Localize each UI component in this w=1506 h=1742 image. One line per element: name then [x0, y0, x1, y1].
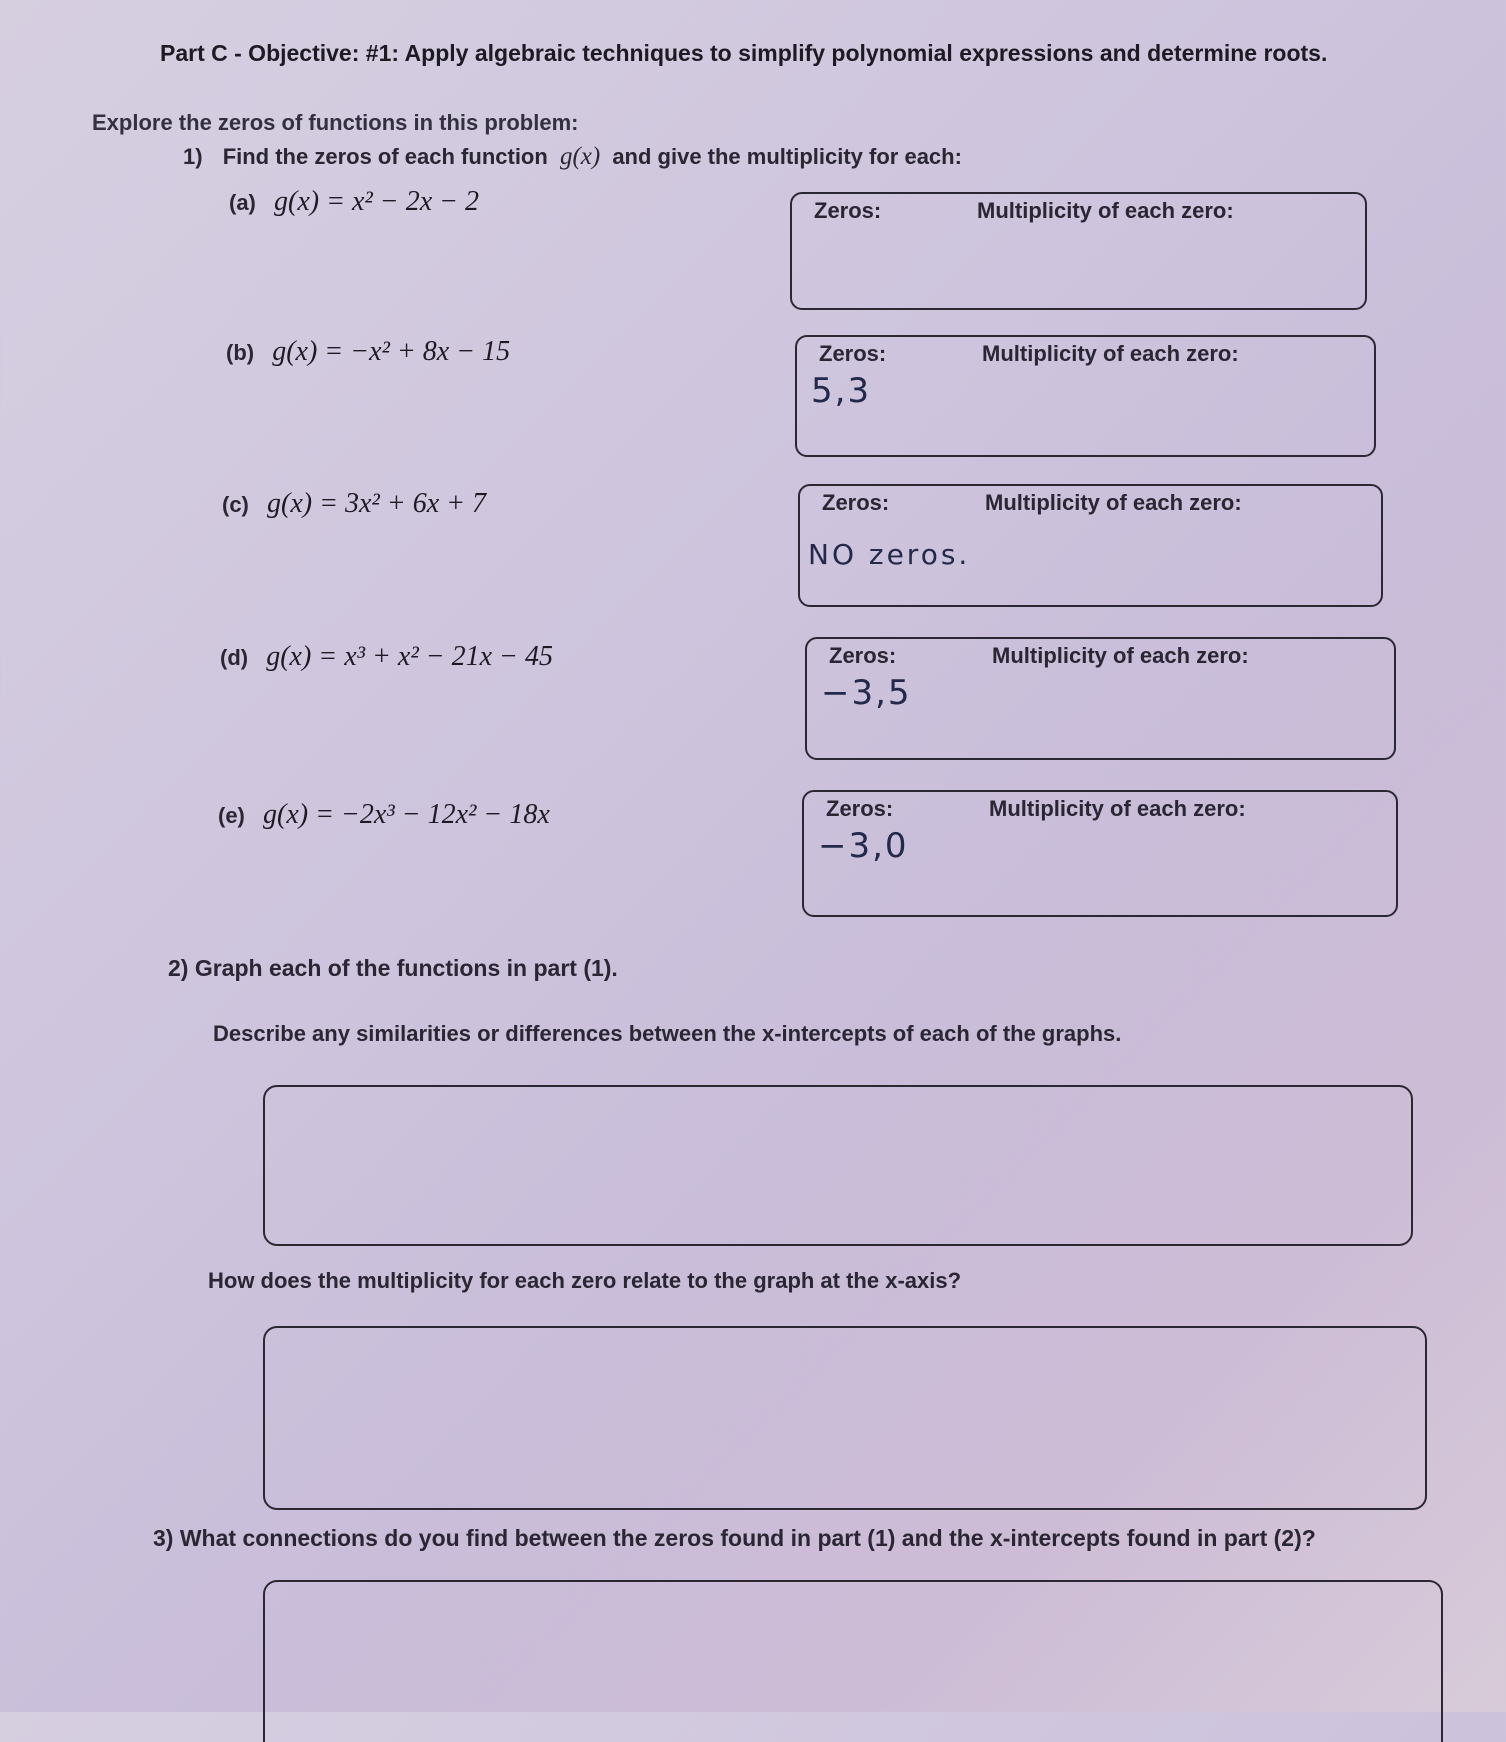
multiplicity-label: Multiplicity of each zero:: [982, 341, 1239, 366]
problem-letter: (b): [226, 340, 255, 365]
describe-answer-box[interactable]: [263, 1085, 1413, 1246]
zeros-label: Zeros:: [822, 490, 890, 515]
multiplicity-label: Multiplicity of each zero:: [985, 490, 1242, 515]
answer-box-b[interactable]: [795, 335, 1376, 457]
question-3-prompt: 3) What connections do you find between the zeros found in part (1) and the x-intercepts found in part (2)?: [153, 1525, 1316, 1551]
problem-b: [226, 336, 510, 368]
zeros-answer: −3,0: [818, 826, 909, 866]
connections-answer-box[interactable]: [263, 1580, 1443, 1742]
problem-letter: (e): [218, 803, 245, 828]
problem-equation: g(x) = x³ + x² − 21x − 45: [266, 641, 553, 672]
question-2-prompt: 2) Graph each of the functions in part (1).: [168, 955, 618, 981]
describe-prompt: Describe any similarities or differences between the x-intercepts of each of the graphs.: [213, 1021, 1122, 1046]
answer-box-d[interactable]: [805, 637, 1396, 760]
question-1-prompt: [183, 143, 962, 171]
multiplicity-answer-box[interactable]: [263, 1326, 1427, 1510]
multiplicity-prompt: How does the multiplicity for each zero relate to the graph at the x-axis?: [208, 1268, 962, 1293]
problem-equation: g(x) = x² − 2x − 2: [274, 186, 480, 217]
problem-letter: (a): [229, 190, 256, 215]
zeros-label: Zeros:: [829, 643, 897, 668]
problem-e: [218, 799, 550, 831]
zeros-label: Zeros:: [814, 198, 882, 223]
problem-equation: g(x) = −2x³ − 12x² − 18x: [263, 799, 550, 830]
problem-equation: g(x) = 3x² + 6x + 7: [267, 488, 487, 519]
answer-box-a[interactable]: [790, 192, 1367, 310]
multiplicity-label: Multiplicity of each zero:: [992, 643, 1249, 668]
zeros-answer: −3,5: [821, 673, 912, 713]
problem-c: [222, 488, 486, 520]
zeros-label: Zeros:: [826, 796, 894, 821]
multiplicity-label: Multiplicity of each zero:: [977, 198, 1234, 223]
multiplicity-label: Multiplicity of each zero:: [989, 796, 1246, 821]
problem-d: [220, 641, 553, 673]
problem-letter: (c): [222, 492, 249, 517]
question-1-function-name: g(x): [559, 143, 601, 170]
problem-a: [229, 186, 479, 218]
answer-box-e[interactable]: [802, 790, 1398, 917]
intro-text: Explore the zeros of functions in this problem:: [92, 110, 579, 135]
zeros-answer: NO zeros.: [808, 538, 971, 571]
zeros-label: Zeros:: [819, 341, 887, 366]
objective-header: Part C - Objective: #1: Apply algebraic techniques to simplify polynomial expressions and determine roots.: [160, 40, 1328, 66]
problem-equation: g(x) = −x² + 8x − 15: [272, 336, 511, 367]
question-1-number: 1): [183, 144, 203, 169]
question-1-suffix: and give the multiplicity for each:: [612, 144, 962, 169]
zeros-answer: 5,3: [811, 371, 872, 411]
problem-letter: (d): [220, 645, 249, 670]
question-1-prefix: Find the zeros of each function: [222, 144, 548, 169]
answer-box-c[interactable]: [798, 484, 1383, 607]
